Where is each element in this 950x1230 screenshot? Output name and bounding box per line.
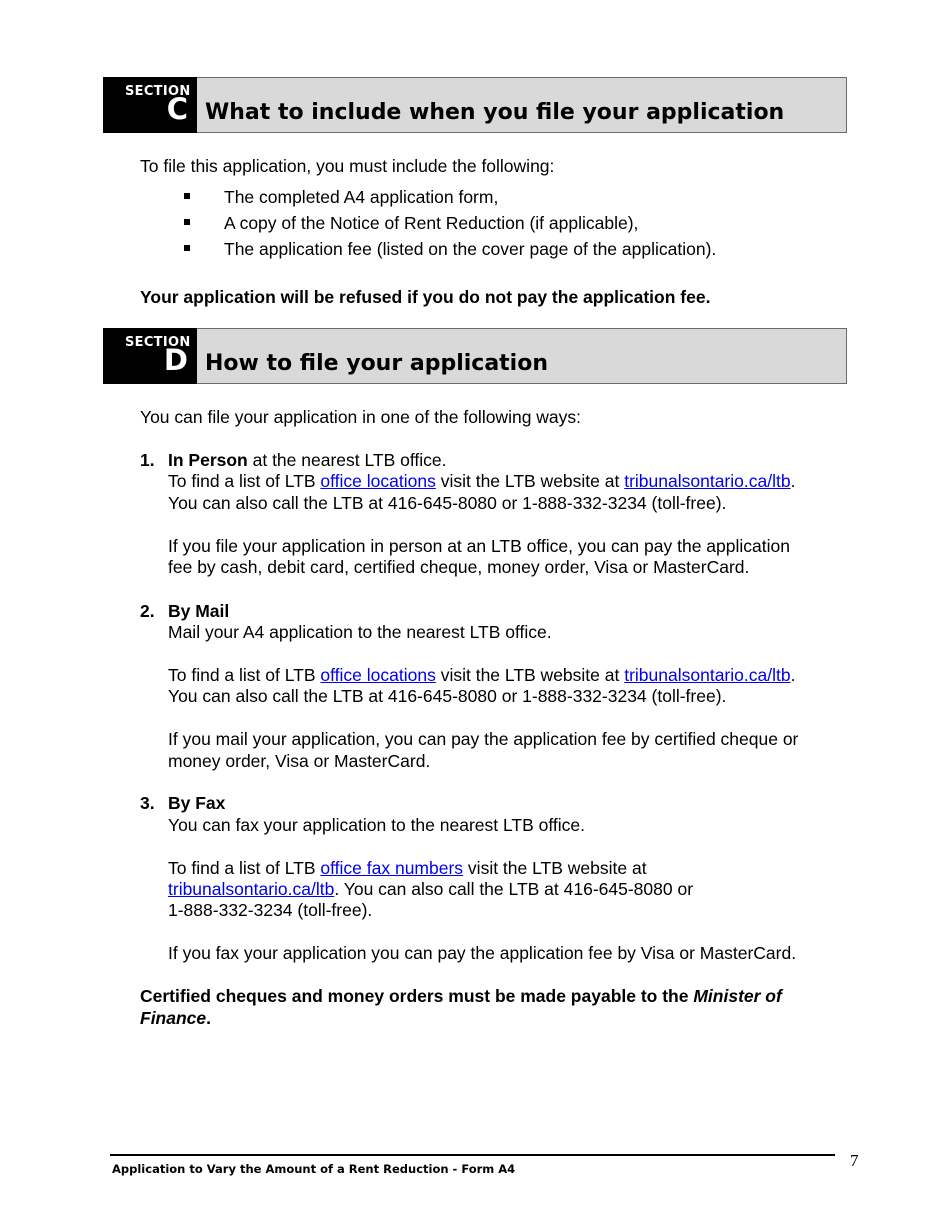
method3-call-line2: 1-888-332-3234 (toll-free). [168, 900, 373, 920]
method-number: 3. [140, 793, 155, 813]
method2-call: You can also call the LTB at 416-645-8080 or 1-888-332-3234 (toll-free). [168, 686, 727, 706]
method3-site-line [168, 879, 693, 901]
section-d-label-box [103, 328, 197, 384]
office-locations-link[interactable]: office locations [320, 471, 436, 491]
payable-note-line2 [140, 1008, 211, 1030]
text: To find a list of LTB [168, 858, 321, 878]
ltb-website-link[interactable]: tribunalsontario.ca/ltb [624, 471, 791, 491]
text: To find a list of LTB [168, 665, 321, 685]
method3-find-line [168, 858, 647, 880]
text: . [790, 471, 796, 491]
text: visit the LTB website at [435, 665, 625, 685]
footer-form-title: Application to Vary the Amount of a Rent Reduction - Form A4 [112, 1162, 516, 1176]
office-locations-link[interactable]: office locations [320, 665, 436, 685]
text: To find a list of LTB [168, 471, 321, 491]
section-c-title: What to include when you file your application [205, 100, 785, 125]
section-d-intro: You can file your application in one of the following ways: [140, 407, 582, 427]
section-letter: C [166, 92, 188, 126]
section-c-intro: To file this application, you must include the following: [140, 156, 555, 176]
text: . You can also call the LTB at 416-645-8080 or [334, 879, 694, 899]
text: visit the LTB website at [463, 858, 647, 878]
bullet-icon [184, 193, 190, 199]
footer-divider [110, 1154, 835, 1156]
list-item: A copy of the Notice of Rent Reduction (if applicable), [224, 213, 639, 233]
method-number: 1. [140, 450, 155, 470]
text: . [790, 665, 796, 685]
method2-pay-line1: If you mail your application, you can pay the application fee by certified cheque or [168, 729, 799, 749]
section-c-label-box [103, 77, 197, 133]
text: Certified cheques and money orders must be made payable to the [140, 986, 694, 1006]
section-word: SECTION [125, 84, 191, 99]
section-d-title: How to file your application [205, 351, 548, 376]
method1-pay-line2: fee by cash, debit card, certified cheque, money order, Visa or MasterCard. [168, 557, 750, 577]
section-letter: D [163, 343, 188, 377]
method1-call: You can also call the LTB at 416-645-8080 or 1-888-332-3234 (toll-free). [168, 493, 727, 513]
method1-pay-line1: If you file your application in person at an LTB office, you can pay the application [168, 536, 790, 556]
method2-desc: Mail your A4 application to the nearest LTB office. [168, 622, 552, 642]
section-word: SECTION [125, 335, 191, 350]
payable-note-line1 [140, 986, 782, 1008]
method3-heading: By Fax [168, 793, 226, 813]
section-d-header [103, 328, 847, 384]
office-fax-numbers-link[interactable]: office fax numbers [320, 858, 464, 878]
method3-pay: If you fax your application you can pay the application fee by Visa or MasterCard. [168, 943, 797, 963]
bullet-icon [184, 245, 190, 251]
page-number: 7 [850, 1151, 859, 1170]
list-item: The completed A4 application form, [224, 187, 499, 207]
section-c-header [103, 77, 847, 133]
payee-name: Minister of [693, 986, 782, 1006]
text: . [206, 1008, 212, 1028]
method2-pay-line2: money order, Visa or MasterCard. [168, 751, 431, 771]
payee-name-cont: Finance [140, 1008, 207, 1028]
fee-warning: Your application will be refused if you do not pay the application fee. [140, 287, 711, 307]
method1-find-line [168, 471, 795, 493]
method1-heading: In Person [168, 450, 248, 470]
method1-heading-rest: at the nearest LTB office. [247, 450, 447, 470]
method1-heading-line [168, 450, 447, 472]
text: visit the LTB website at [435, 471, 625, 491]
method2-heading: By Mail [168, 601, 230, 621]
ltb-website-link[interactable]: tribunalsontario.ca/ltb [168, 879, 335, 899]
method-number: 2. [140, 601, 155, 621]
method3-desc: You can fax your application to the nearest LTB office. [168, 815, 586, 835]
method2-find-line [168, 665, 795, 687]
list-item: The application fee (listed on the cover page of the application). [224, 239, 717, 259]
ltb-website-link[interactable]: tribunalsontario.ca/ltb [624, 665, 791, 685]
bullet-icon [184, 219, 190, 225]
